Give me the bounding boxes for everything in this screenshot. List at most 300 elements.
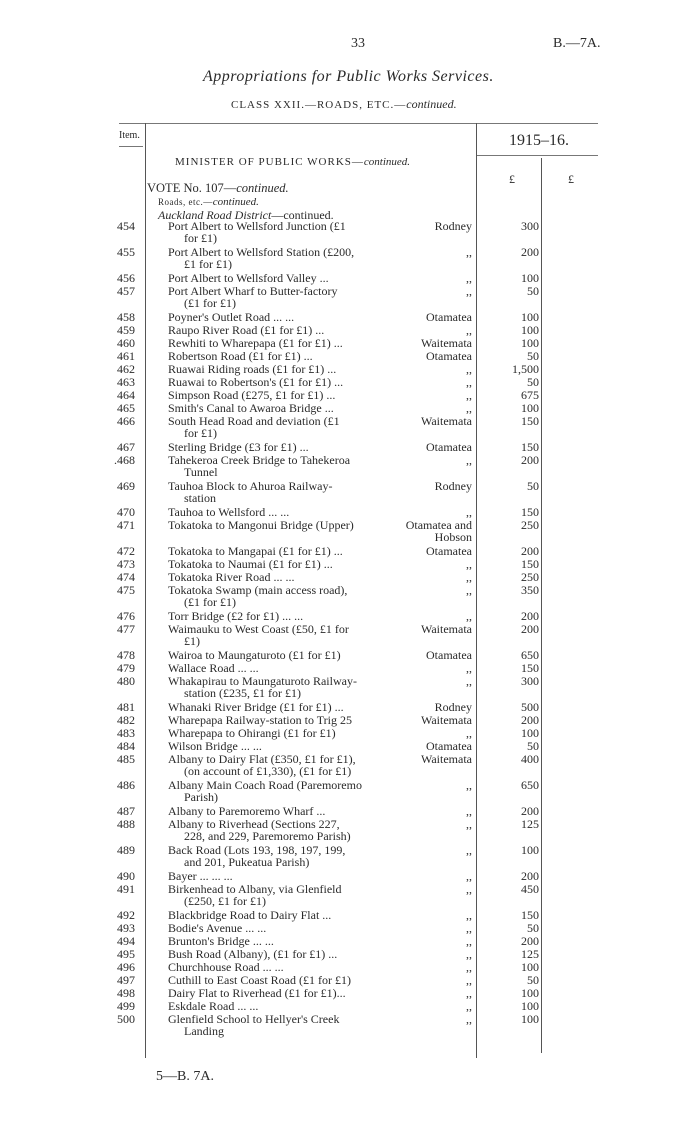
- item-number: 484: [117, 739, 135, 753]
- amount: 200: [521, 609, 539, 623]
- amount: 250: [521, 570, 539, 584]
- work-description: [168, 312, 384, 324]
- table-top-rule: [119, 123, 598, 124]
- item-number: 481: [117, 700, 135, 714]
- description-line: Sterling Bridge (£3 for £1) ...: [168, 440, 309, 454]
- amount: 200: [521, 544, 539, 558]
- work-description: [168, 273, 384, 285]
- description-line: Birkenhead to Albany, via Glenfield: [168, 882, 342, 896]
- vote-text: VOTE No. 107—: [147, 181, 237, 195]
- item-number: 498: [117, 986, 135, 1000]
- item-number: 459: [117, 323, 135, 337]
- electoral-district: ,,: [466, 804, 472, 818]
- electoral-district: Otamatea and Hobson: [405, 518, 472, 544]
- amount: 650: [521, 648, 539, 662]
- electoral-district: ,,: [466, 986, 472, 1000]
- description-line: Port Albert to Wellsford Junction (£1: [168, 219, 346, 233]
- amount: 200: [521, 453, 539, 467]
- item-number: 460: [117, 336, 135, 350]
- table-row: [0, 546, 700, 559]
- electoral-district: ,,: [466, 947, 472, 961]
- table-row: [0, 884, 700, 910]
- amount: 675: [521, 388, 539, 402]
- table-row: [0, 1001, 700, 1014]
- work-description: [168, 1014, 384, 1037]
- electoral-district: ,,: [466, 934, 472, 948]
- electoral-district: Rodney: [434, 219, 472, 233]
- table-row: [0, 286, 700, 312]
- work-description: [168, 481, 384, 504]
- item-number: 490: [117, 869, 135, 883]
- description-line: Simpson Road (£275, £1 for £1) ...: [168, 388, 336, 402]
- electoral-district: ,,: [466, 323, 472, 337]
- table-row: [0, 247, 700, 273]
- work-description: [168, 520, 384, 532]
- item-number: 495: [117, 947, 135, 961]
- item-number: 493: [117, 921, 135, 935]
- minister-heading: [175, 156, 410, 168]
- amount: 250: [521, 518, 539, 532]
- district-text: Auckland Road District: [158, 208, 272, 222]
- table-row: [0, 390, 700, 403]
- amount: 100: [521, 1012, 539, 1026]
- district-continued: —continued.: [271, 208, 334, 222]
- work-description: [168, 910, 384, 922]
- work-description: [168, 286, 384, 309]
- electoral-district: Rodney: [434, 700, 472, 714]
- year-column-header: 1915–16.: [509, 132, 569, 149]
- table-row: [0, 559, 700, 572]
- electoral-district: ,,: [466, 973, 472, 987]
- table-row: [0, 936, 700, 949]
- appropriation-table: [0, 221, 700, 1040]
- electoral-district: Otamatea: [426, 739, 472, 753]
- electoral-district: Otamatea: [426, 349, 472, 363]
- amount: 650: [521, 778, 539, 792]
- electoral-district: ,,: [466, 583, 472, 597]
- description-line: Waimauku to West Coast (£50, £1 for: [168, 622, 349, 636]
- item-number: 462: [117, 362, 135, 376]
- work-description: [168, 923, 384, 935]
- amount: 100: [521, 271, 539, 285]
- table-row: [0, 780, 700, 806]
- amount: 50: [527, 375, 539, 389]
- description-continuation: station (£235, £1 for £1): [184, 685, 301, 700]
- item-number: 480: [117, 674, 135, 688]
- table-row: [0, 364, 700, 377]
- work-description: [168, 845, 384, 868]
- item-number: 499: [117, 999, 135, 1013]
- pound-sign-1: £: [509, 172, 515, 186]
- description-line: Bayer ... ... ...: [168, 869, 233, 883]
- table-row: [0, 520, 700, 546]
- description-line: Tokatoka to Mangapai (£1 for £1) ...: [168, 544, 343, 558]
- work-description: [168, 715, 384, 727]
- amount: 100: [521, 401, 539, 415]
- description-continuation: and 201, Pukeatua Parish): [184, 854, 310, 869]
- amount: 50: [527, 739, 539, 753]
- subtitle-continued: continued.: [406, 97, 457, 111]
- amount: 125: [521, 947, 539, 961]
- description-continuation: (£1 for £1): [184, 295, 236, 310]
- work-description: [168, 403, 384, 415]
- work-description: [168, 949, 384, 961]
- amount: 150: [521, 505, 539, 519]
- electoral-district: ,,: [466, 921, 472, 935]
- item-number: .468: [114, 453, 135, 467]
- description-continuation: (£250, £1 for £1): [184, 893, 266, 908]
- description-line: Wharepapa Railway-station to Trig 25: [168, 713, 352, 727]
- work-description: [168, 364, 384, 376]
- amount: 1,500: [512, 362, 539, 376]
- item-number: 487: [117, 804, 135, 818]
- amount: 350: [521, 583, 539, 597]
- item-number: 492: [117, 908, 135, 922]
- table-row: [0, 416, 700, 442]
- item-number: 486: [117, 778, 135, 792]
- subtitle-text: CLASS XXII.—ROADS, ETC.—: [231, 99, 407, 111]
- electoral-district: ,,: [466, 999, 472, 1013]
- electoral-district: Otamatea: [426, 544, 472, 558]
- description-continuation: (£1 for £1): [184, 594, 236, 609]
- electoral-district: ,,: [466, 609, 472, 623]
- amount: 50: [527, 349, 539, 363]
- amount: 100: [521, 336, 539, 350]
- item-number: 482: [117, 713, 135, 727]
- page-number: 33: [351, 36, 365, 51]
- description-line: Whakapirau to Maungaturoto Railway-: [168, 674, 357, 688]
- description-continuation: for £1): [184, 425, 217, 440]
- work-description: [168, 871, 384, 883]
- electoral-district: ,,: [466, 570, 472, 584]
- description-continuation: Landing: [184, 1023, 224, 1038]
- description-line: Wharepapa to Ohirangi (£1 for £1): [168, 726, 336, 740]
- electoral-district: ,,: [466, 778, 472, 792]
- item-number: 473: [117, 557, 135, 571]
- description-continuation: 228, and 229, Paremoremo Parish): [184, 828, 351, 843]
- item-header-rule: [119, 146, 143, 147]
- work-description: [168, 754, 384, 777]
- item-number: 461: [117, 349, 135, 363]
- item-number: 483: [117, 726, 135, 740]
- item-number: 474: [117, 570, 135, 584]
- table-row: [0, 806, 700, 819]
- table-row: [0, 377, 700, 390]
- item-number: 497: [117, 973, 135, 987]
- description-continuation: £1): [184, 633, 200, 648]
- work-description: [168, 962, 384, 974]
- table-row: [0, 585, 700, 611]
- electoral-district: ,,: [466, 284, 472, 298]
- table-row: [0, 949, 700, 962]
- work-description: [168, 1001, 384, 1013]
- table-row: [0, 676, 700, 702]
- work-description: [168, 650, 384, 662]
- work-description: [168, 702, 384, 714]
- electoral-district: ,,: [466, 557, 472, 571]
- item-number: 464: [117, 388, 135, 402]
- work-description: [168, 988, 384, 1000]
- year-header-rule: [476, 155, 598, 156]
- vote-continued: continued.: [236, 181, 289, 195]
- electoral-district: Waitemata: [420, 622, 472, 636]
- amount: 450: [521, 882, 539, 896]
- description-line: Tahekeroa Creek Bridge to Tahekeroa: [168, 453, 351, 467]
- work-description: [168, 624, 384, 647]
- description-line: Tokatoka Swamp (main access road),: [168, 583, 348, 597]
- description-line: Brunton's Bridge ... ...: [168, 934, 274, 948]
- description-line: Whanaki River Bridge (£1 for £1) ...: [168, 700, 344, 714]
- description-line: Tauhoa to Wellsford ... ...: [168, 505, 290, 519]
- table-row: [0, 572, 700, 585]
- work-description: [168, 884, 384, 907]
- amount: 100: [521, 986, 539, 1000]
- work-description: [168, 780, 384, 803]
- description-line: Raupo River Road (£1 for £1) ...: [168, 323, 325, 337]
- item-number: 467: [117, 440, 135, 454]
- amount: 200: [521, 245, 539, 259]
- electoral-district: ,,: [466, 453, 472, 467]
- item-number: 477: [117, 622, 135, 636]
- description-line: Blackbridge Road to Dairy Flat ...: [168, 908, 332, 922]
- description-line: Back Road (Lots 193, 198, 197, 199,: [168, 843, 346, 857]
- table-row: [0, 819, 700, 845]
- table-row: [0, 481, 700, 507]
- work-description: [168, 390, 384, 402]
- table-row: [0, 273, 700, 286]
- description-line: Poyner's Outlet Road ... ...: [168, 310, 295, 324]
- description-line: Tokatoka to Naumai (£1 for £1) ...: [168, 557, 333, 571]
- description-continuation: Parish): [184, 789, 218, 804]
- item-number: 455: [117, 245, 135, 259]
- work-description: [168, 728, 384, 740]
- table-row: [0, 988, 700, 1001]
- item-number: 454: [117, 219, 135, 233]
- work-description: [168, 455, 384, 478]
- electoral-district: ,,: [466, 960, 472, 974]
- work-description: [168, 325, 384, 337]
- item-number: 496: [117, 960, 135, 974]
- work-description: [168, 936, 384, 948]
- description-continuation: (on account of £1,330), (£1 for £1): [184, 763, 352, 778]
- item-number: 465: [117, 401, 135, 415]
- electoral-district: ,,: [466, 726, 472, 740]
- amount: 200: [521, 622, 539, 636]
- description-line: Robertson Road (£1 for £1) ...: [168, 349, 313, 363]
- description-continuation: station: [184, 490, 216, 505]
- description-line: Wilson Bridge ... ...: [168, 739, 262, 753]
- table-row: [0, 624, 700, 650]
- document-reference: B.—7A.: [553, 36, 601, 51]
- work-description: [168, 663, 384, 675]
- roads-continued: continued.: [212, 196, 259, 208]
- amount: 150: [521, 557, 539, 571]
- description-line: Cuthill to East Coast Road (£1 for £1): [168, 973, 351, 987]
- electoral-district: Otamatea: [426, 440, 472, 454]
- work-description: [168, 416, 384, 439]
- electoral-district: ,,: [466, 869, 472, 883]
- table-row: [0, 455, 700, 481]
- amount: 150: [521, 440, 539, 454]
- table-row: [0, 910, 700, 923]
- description-continuation: for £1): [184, 230, 217, 245]
- table-row: [0, 1014, 700, 1040]
- table-row: [0, 975, 700, 988]
- electoral-district: ,,: [466, 661, 472, 675]
- description-line: Bush Road (Albany), (£1 for £1) ...: [168, 947, 338, 961]
- electoral-district: Waitemata: [420, 414, 472, 428]
- table-row: [0, 871, 700, 884]
- item-number: 476: [117, 609, 135, 623]
- item-number: 472: [117, 544, 135, 558]
- electoral-district: Waitemata: [420, 713, 472, 727]
- roads-text: Roads, etc.—: [158, 197, 213, 207]
- item-number: 469: [117, 479, 135, 493]
- amount: 100: [521, 726, 539, 740]
- description-continuation: £1 for £1): [184, 256, 232, 271]
- table-row: [0, 312, 700, 325]
- footer-signature: 5—B. 7A.: [156, 1069, 214, 1084]
- table-row: [0, 650, 700, 663]
- amount: 200: [521, 869, 539, 883]
- electoral-district: ,,: [466, 375, 472, 389]
- electoral-district: ,,: [466, 245, 472, 259]
- amount: 100: [521, 999, 539, 1013]
- work-description: [168, 819, 384, 842]
- minister-continued: continued.: [363, 156, 411, 168]
- table-row: [0, 338, 700, 351]
- pound-sign-2: £: [568, 172, 574, 186]
- description-line: Wallace Road ... ...: [168, 661, 259, 675]
- item-number: 500: [117, 1012, 135, 1026]
- work-description: [168, 676, 384, 699]
- amount: 200: [521, 934, 539, 948]
- electoral-district: Otamatea: [426, 310, 472, 324]
- table-row: [0, 403, 700, 416]
- description-line: Port Albert to Wellsford Valley ...: [168, 271, 329, 285]
- table-row: [0, 611, 700, 624]
- work-description: [168, 221, 384, 244]
- electoral-district: Waitemata: [420, 752, 472, 766]
- description-line: Albany to Paremoremo Wharf ...: [168, 804, 326, 818]
- description-line: Wairoa to Maungaturoto (£1 for £1): [168, 648, 341, 662]
- description-line: Torr Bridge (£2 for £1) ... ...: [168, 609, 304, 623]
- page-title: Appropriations for Public Works Services.: [203, 68, 494, 85]
- amount: 500: [521, 700, 539, 714]
- amount: 100: [521, 843, 539, 857]
- electoral-district: ,,: [466, 362, 472, 376]
- electoral-district: ,,: [466, 882, 472, 896]
- work-description: [168, 806, 384, 818]
- amount: 50: [527, 479, 539, 493]
- item-number: 485: [117, 752, 135, 766]
- item-number: 479: [117, 661, 135, 675]
- description-line: Tauhoa Block to Ahuroa Railway-: [168, 479, 333, 493]
- table-row: [0, 325, 700, 338]
- item-number: 471: [117, 518, 135, 532]
- item-number: 456: [117, 271, 135, 285]
- electoral-district: ,,: [466, 388, 472, 402]
- amount: 200: [521, 804, 539, 818]
- work-description: [168, 338, 384, 350]
- item-number: 478: [117, 648, 135, 662]
- item-number: 457: [117, 284, 135, 298]
- description-line: Port Albert to Wellsford Station (£200,: [168, 245, 355, 259]
- work-description: [168, 741, 384, 753]
- work-description: [168, 611, 384, 623]
- item-number: 466: [117, 414, 135, 428]
- amount: 100: [521, 323, 539, 337]
- amount: 100: [521, 310, 539, 324]
- work-description: [168, 975, 384, 987]
- table-row: [0, 754, 700, 780]
- electoral-district: ,,: [466, 817, 472, 831]
- amount: 400: [521, 752, 539, 766]
- amount: 125: [521, 817, 539, 831]
- description-line: Glenfield School to Hellyer's Creek: [168, 1012, 340, 1026]
- description-line: Ruawai Riding roads (£1 for £1) ...: [168, 362, 337, 376]
- electoral-district: ,,: [466, 1012, 472, 1026]
- electoral-district: ,,: [466, 908, 472, 922]
- electoral-district: Otamatea: [426, 648, 472, 662]
- description-line: Smith's Canal to Awaroa Bridge ...: [168, 401, 334, 415]
- table-row: [0, 845, 700, 871]
- amount: 50: [527, 284, 539, 298]
- class-subtitle: [231, 97, 457, 112]
- item-number: 494: [117, 934, 135, 948]
- work-description: [168, 559, 384, 571]
- description-line: Churchhouse Road ... ...: [168, 960, 284, 974]
- amount: 300: [521, 219, 539, 233]
- work-description: [168, 585, 384, 608]
- electoral-district: ,,: [466, 674, 472, 688]
- table-row: [0, 728, 700, 741]
- item-number: 463: [117, 375, 135, 389]
- amount: 50: [527, 973, 539, 987]
- item-number: 491: [117, 882, 135, 896]
- description-line: Dairy Flat to Riverhead (£1 for £1)...: [168, 986, 346, 1000]
- roads-heading: [158, 196, 259, 208]
- electoral-district: ,,: [466, 401, 472, 415]
- table-row: [0, 715, 700, 728]
- item-column-header: Item.: [119, 130, 140, 141]
- description-line: Albany to Riverhead (Sections 227,: [168, 817, 340, 831]
- electoral-district: Rodney: [434, 479, 472, 493]
- amount: 150: [521, 661, 539, 675]
- table-row: [0, 923, 700, 936]
- item-number: 488: [117, 817, 135, 831]
- amount: 100: [521, 960, 539, 974]
- amount: 150: [521, 908, 539, 922]
- description-line: Tokatoka to Mangonui Bridge (Upper): [168, 518, 354, 532]
- description-line: Ruawai to Robertson's (£1 for £1) ...: [168, 375, 344, 389]
- description-line: Albany Main Coach Road (Paremoremo: [168, 778, 362, 792]
- amount: 200: [521, 713, 539, 727]
- work-description: [168, 377, 384, 389]
- amount: 50: [527, 921, 539, 935]
- description-line: Albany to Dairy Flat (£350, £1 for £1),: [168, 752, 356, 766]
- item-number: 475: [117, 583, 135, 597]
- work-description: [168, 247, 384, 270]
- minister-text: MINISTER OF PUBLIC WORKS—: [175, 156, 364, 168]
- work-description: [168, 442, 384, 454]
- amount: 300: [521, 674, 539, 688]
- amount: 150: [521, 414, 539, 428]
- description-line: Port Albert Wharf to Butter-factory: [168, 284, 338, 298]
- vote-heading: [147, 181, 289, 196]
- description-line: Eskdale Road ... ...: [168, 999, 259, 1013]
- work-description: [168, 572, 384, 584]
